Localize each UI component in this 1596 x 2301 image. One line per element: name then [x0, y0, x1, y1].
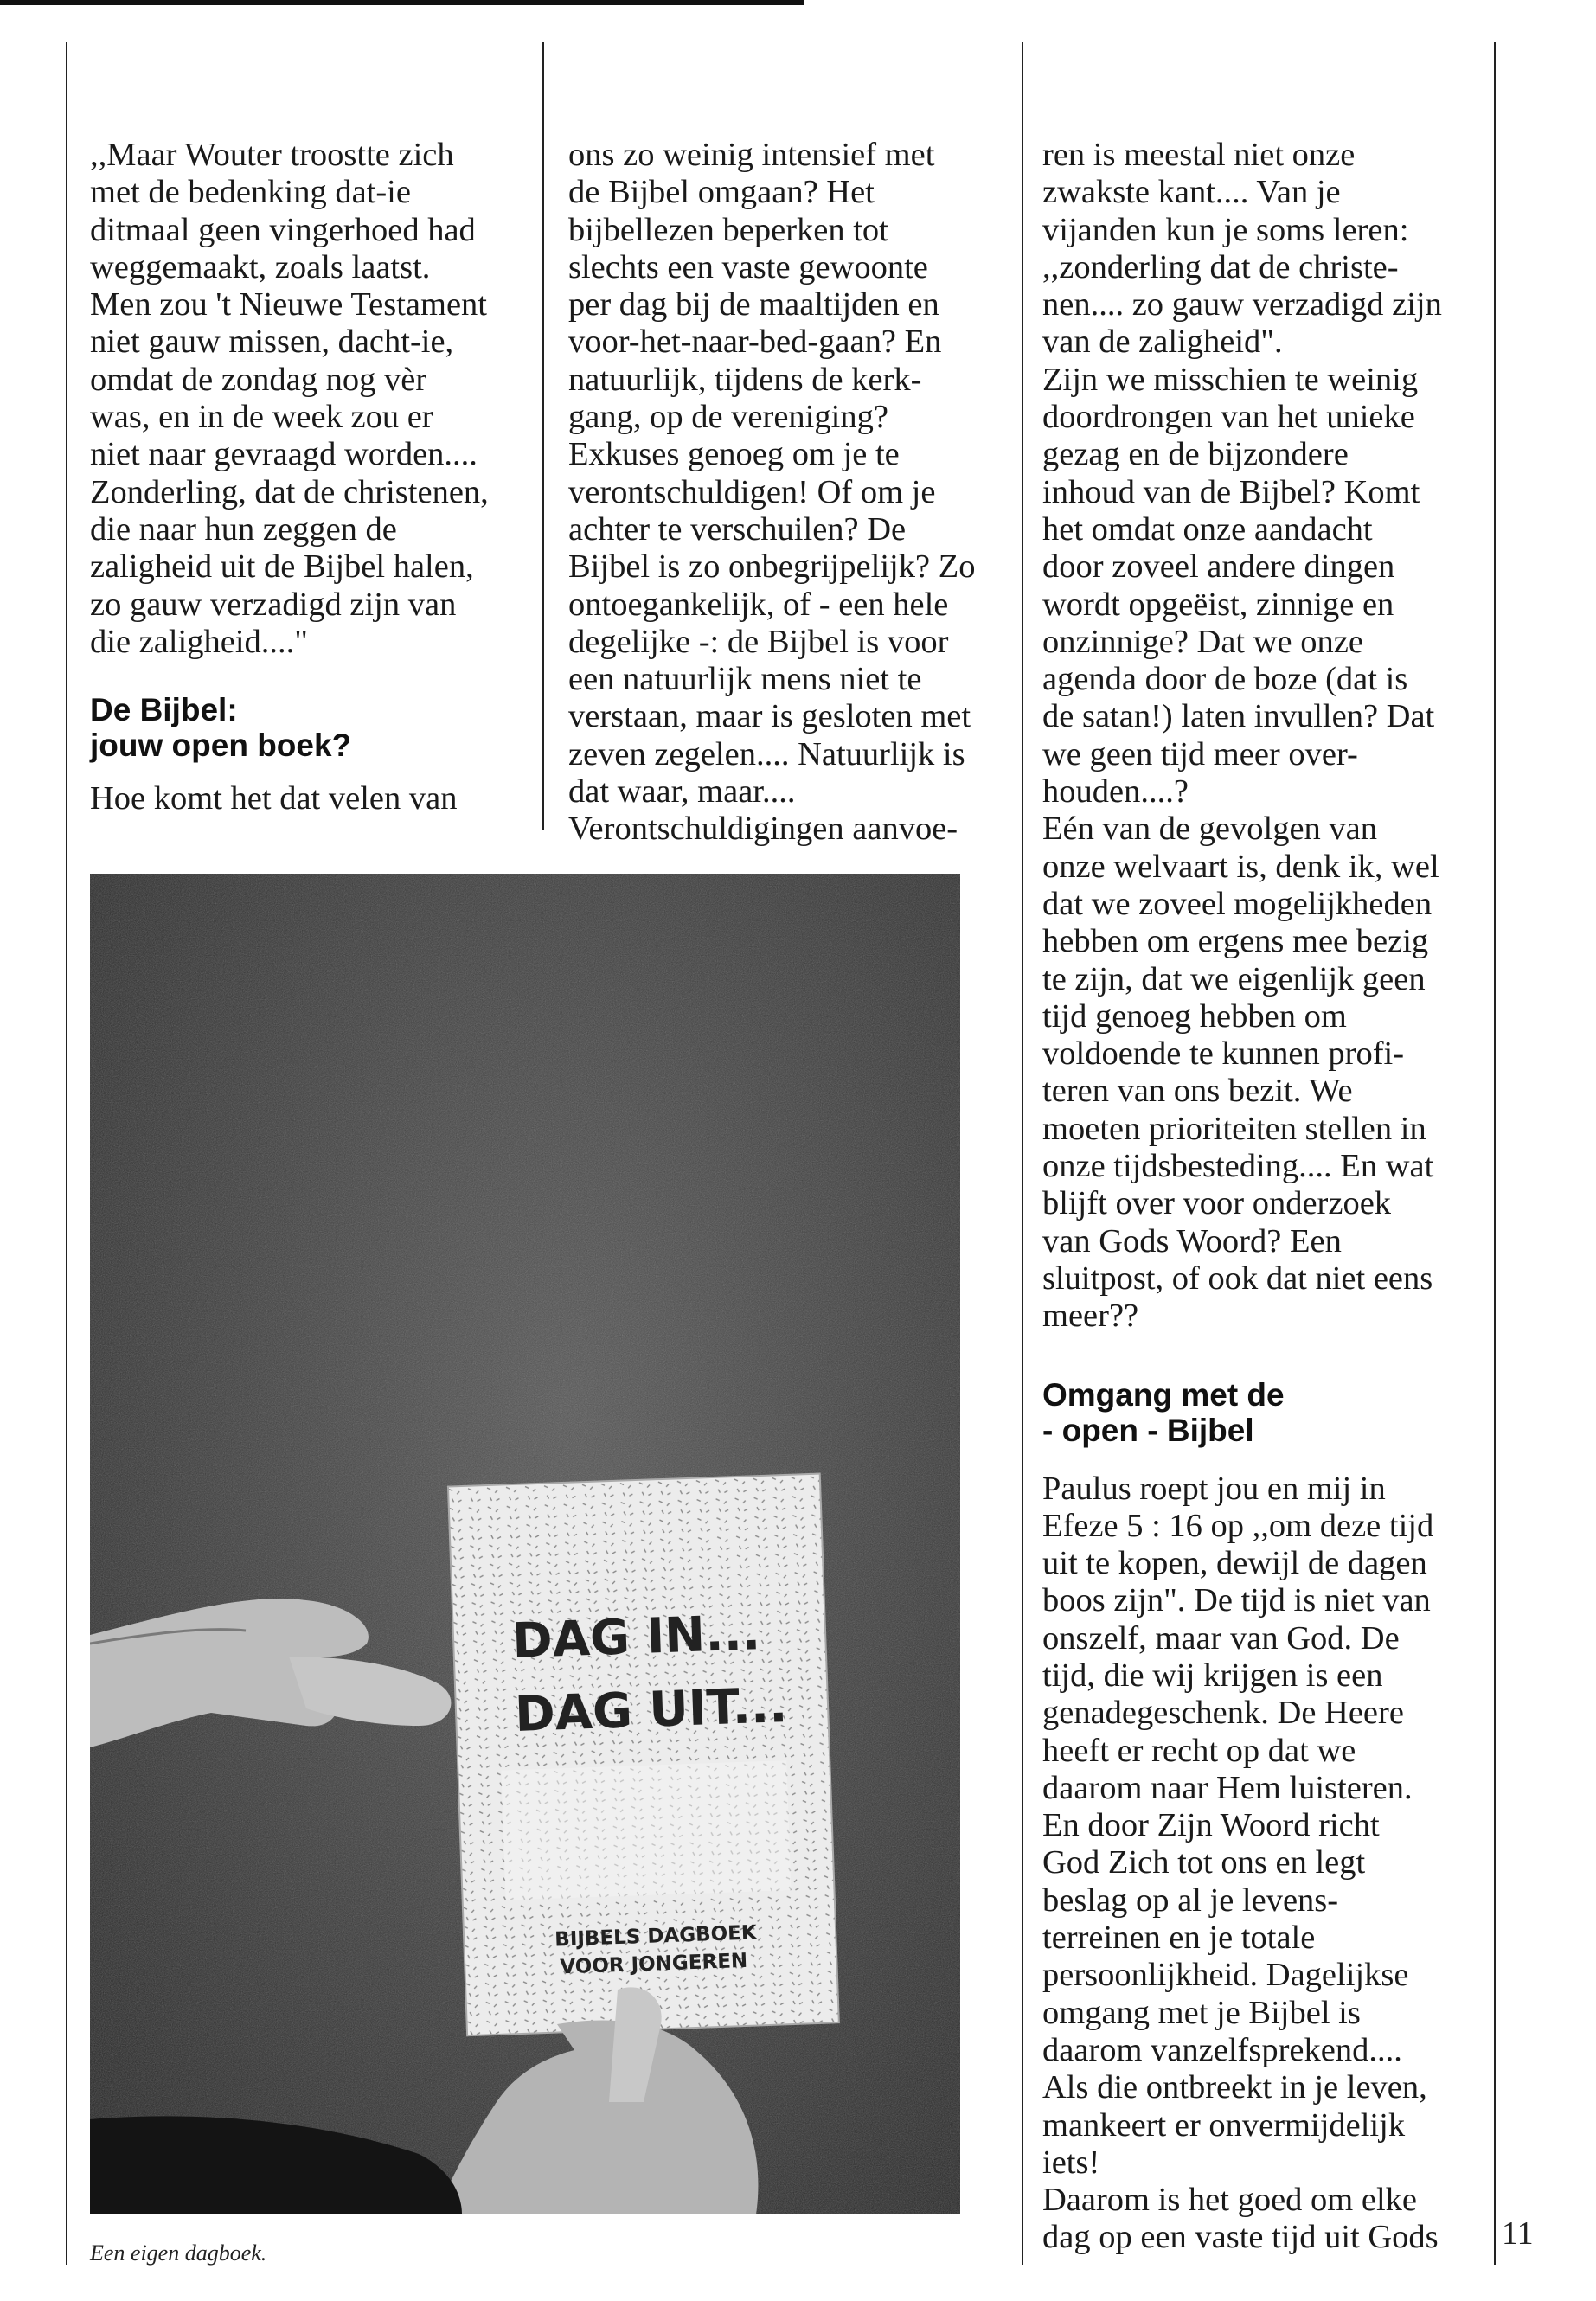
column-3-text-2-line: uit te kopen, dewijl de dagen [1042, 1545, 1427, 1582]
column-2-text-line: de Bijbel omgaan? Het [568, 174, 875, 211]
column-1-text-line: was, en in de week zou er [90, 399, 433, 436]
column-3-text-2-line: persoonlijkheid. Dagelijkse [1042, 1957, 1409, 1994]
column-3-text-2-line: boos zijn". De tijd is niet van [1042, 1582, 1431, 1619]
column-3-text-line: zwakste kant.... Van je [1042, 174, 1341, 211]
intro-quote [90, 137, 531, 661]
column-3-text-2-line: iets! [1042, 2144, 1100, 2181]
column-1-text-line: Men zou 't Nieuwe Testament [90, 286, 487, 324]
column-2-text-line: Exkuses genoeg om je te [568, 436, 900, 473]
column-3-text-2-line: daarom vanzelfsprekend.... [1042, 2031, 1402, 2068]
heading-de-bijbel: De Bijbel: jouw open boek? [90, 692, 352, 764]
column-3-text-2-line: beslag op al je levens- [1042, 1881, 1339, 1919]
column-3-text-2-line: Daarom is het goed om elke [1042, 2182, 1417, 2219]
column-1-text-line: zo gauw verzadigd zijn van [90, 586, 457, 623]
column-2-text-line: dat waar, maar.... [568, 773, 796, 811]
column-1-text-line: ditmaal geen vingerhoed had [90, 211, 476, 248]
column-2-text-line: degelijke -: de Bijbel is voor [568, 623, 949, 660]
column-3-text-line: dat we zoveel mogelijkheden [1042, 885, 1433, 922]
column-3-text-2-line: onszelf, maar van God. De [1042, 1619, 1400, 1657]
column-3-text-line: onzinnige? Dat we onze [1042, 623, 1363, 660]
column-3-text-line: houden....? [1042, 773, 1189, 811]
column-3-text-line: van Gods Woord? Een [1042, 1222, 1342, 1259]
column-2 [568, 137, 1018, 849]
column-3-text-line: doordrongen van het unieke [1042, 399, 1415, 436]
column-2-text-line: gang, op de vereniging? [568, 399, 888, 436]
book-subtitle-line-2: VOOR JONGEREN [559, 1949, 748, 1979]
column-2-text-line: per dag bij de maaltijden en [568, 286, 939, 324]
column-3-text-line: onze tijdsbesteding.... En wat [1042, 1148, 1434, 1185]
column-3 [1042, 137, 1492, 2257]
column-3-text-line: blijft over voor onderzoek [1042, 1185, 1392, 1222]
column-3-text-2-line: mankeert er onvermijdelijk [1042, 2106, 1406, 2144]
column-2-text-line: natuurlijk, tijdens de kerk- [568, 361, 922, 398]
column-3-text-line: onze welvaart is, denk ik, wel [1042, 848, 1439, 885]
column-3-text-line: tijd genoeg hebben om [1042, 997, 1347, 1035]
column-3-text-line: agenda door de boze (dat is [1042, 661, 1408, 698]
column-3-text-line: moeten prioriteiten stellen in [1042, 1110, 1426, 1147]
column-3-text-line: de satan!) laten invullen? Dat [1042, 698, 1435, 735]
column-1-text-line: die naar hun zeggen de [90, 510, 397, 548]
column-3-text-line: gezag en de bijzondere [1042, 436, 1349, 473]
column-3-text-line: Eén van de gevolgen van [1042, 811, 1377, 848]
column-3-text-2-line: dag op een vaste tijd uit Gods [1042, 2219, 1439, 2256]
column-rule-4 [1494, 42, 1496, 2265]
column-3-text-2-line: Paulus roept jou en mij in [1042, 1470, 1386, 1507]
column-2-text-line: Verontschuldigingen aanvoe- [568, 811, 958, 848]
photo-caption: Een eigen dagboek. [90, 2240, 267, 2266]
column-1 [90, 137, 531, 817]
column-1-text-line: niet naar gevraagd worden.... [90, 436, 478, 473]
heading-omgang: Omgang met de - open - Bijbel [1042, 1376, 1285, 1448]
photo-book-in-hands [90, 874, 960, 2214]
column-1-text-line: weggemaakt, zoals laatst. [90, 248, 431, 285]
column-3-text-2-line: tijd, die wij krijgen is een [1042, 1657, 1383, 1694]
photo-illustration [90, 874, 960, 2214]
column-3-text-line: het omdat onze aandacht [1042, 510, 1373, 548]
top-rule [0, 0, 804, 5]
column-2-text-line: ontoegankelijk, of - een hele [568, 586, 949, 623]
column-3-text-line: meer?? [1042, 1298, 1139, 1335]
column-rule-1 [66, 42, 67, 2265]
column-3-body-2 [1042, 1471, 1492, 2257]
column-3-text-2-line: daarom naar Hem luisteren. [1042, 1769, 1413, 1806]
column-3-text-2-line: En door Zijn Woord richt [1042, 1807, 1380, 1844]
page-number: 11 [1502, 2215, 1534, 2252]
column-3-text-line: wordt opgeëist, zinnige en [1042, 586, 1394, 623]
column-2-text-line: verstaan, maar is gesloten met [568, 698, 971, 735]
column-3-body-1 [1042, 137, 1492, 1336]
column-3-text-2-line: God Zich tot ons en legt [1042, 1844, 1366, 1881]
column-1-text-line: ,,Maar Wouter troostte zich [90, 137, 454, 173]
column-3-text-line: van de zaligheid". [1042, 324, 1283, 361]
book-title-line-1: DAG IN... [511, 1605, 762, 1670]
column-3-text-line: sluitpost, of ook dat niet eens [1042, 1259, 1433, 1297]
column-3-text-line: inhoud van de Bijbel? Komt [1042, 473, 1420, 510]
column-2-text-line: ons zo weinig intensief met [568, 137, 935, 173]
column-3-text-line: vijanden kun je soms leren: [1042, 211, 1409, 248]
column-1-text-line: die zaligheid...." [90, 623, 308, 660]
column-3-text-2-line: Als die ontbreekt in je leven, [1042, 2069, 1427, 2106]
column-3-text-2-line: terreinen en je totale [1042, 1920, 1316, 1957]
book-subtitle-line-1: BIJBELS DAGBOEK [554, 1921, 758, 1952]
column-1-text-line: niet gauw missen, dacht-ie, [90, 324, 454, 361]
column-3-text-2-line: genadegeschenk. De Heere [1042, 1695, 1404, 1732]
column-3-text-line: te zijn, dat we eigenlijk geen [1042, 960, 1426, 997]
column-3-text-line: hebben om ergens mee bezig [1042, 923, 1429, 960]
column-1-text-line: zaligheid uit de Bijbel halen, [90, 548, 474, 586]
column-3-text-line: we geen tijd meer over- [1042, 735, 1358, 772]
book-title-line-2: DAG UIT... [514, 1677, 789, 1744]
column-2-text-line: Bijbel is zo onbegrijpelijk? Zo [568, 548, 976, 586]
column-1-text-line: omdat de zondag nog vèr [90, 361, 427, 398]
column-2-text-line: slechts een vaste gewoonte [568, 248, 928, 285]
column-3-text-line: door zoveel andere dingen [1042, 548, 1395, 586]
column-3-text-2-line: omgang met je Bijbel is [1042, 1994, 1361, 2031]
column-2-text-line: voor-het-naar-bed-gaan? En [568, 324, 942, 361]
column-1-text-line: met de bedenking dat-ie [90, 174, 411, 211]
column-3-text-line: voldoende te kunnen profi- [1042, 1035, 1405, 1073]
column-2-text-line: bijbellezen beperken tot [568, 211, 888, 248]
column-3-text-line: ,,zonderling dat de christe- [1042, 248, 1399, 285]
column-1-last-line: Hoe komt het dat velen van [90, 780, 458, 817]
column-3-text-2-line: Efeze 5 : 16 op ,,om deze tijd [1042, 1507, 1434, 1544]
column-3-text-line: Zijn we misschien te weinig [1042, 361, 1419, 398]
column-1-text-line: Zonderling, dat de christenen, [90, 473, 489, 510]
column-3-text-line: ren is meestal niet onze [1042, 137, 1356, 173]
column-2-text-line: verontschuldigen! Of om je [568, 473, 936, 510]
column-2-text-line: achter te verschuilen? De [568, 510, 907, 548]
column-3-text-line: teren van ons bezit. We [1042, 1073, 1353, 1110]
column-3-text-2-line: heeft er recht op dat we [1042, 1732, 1356, 1769]
column-rule-3 [1022, 42, 1023, 2265]
column-3-text-line: nen.... zo gauw verzadigd zijn [1042, 286, 1442, 324]
column-2-text-line: zeven zegelen.... Natuurlijk is [568, 735, 965, 772]
column-rule-2 [542, 42, 544, 830]
column-2-text-line: een natuurlijk mens niet te [568, 661, 922, 698]
